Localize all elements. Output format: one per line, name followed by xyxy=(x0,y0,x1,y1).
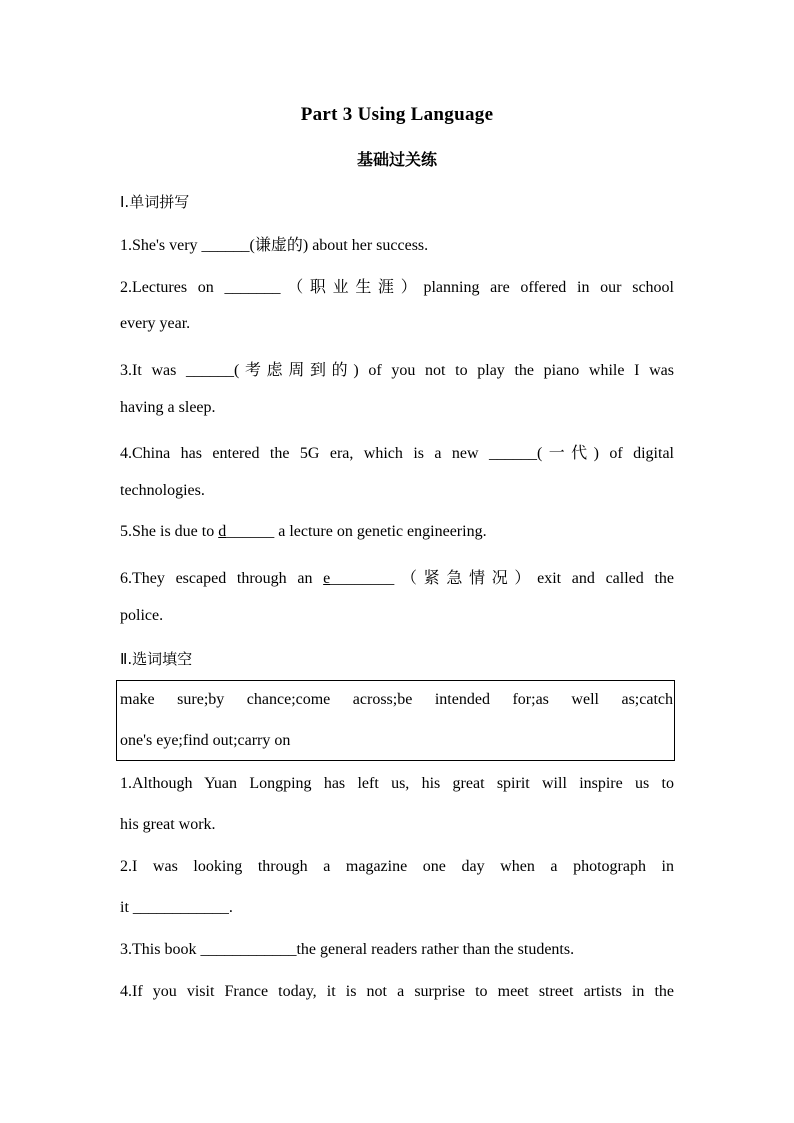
page-title: Part 3 Using Language xyxy=(300,104,494,125)
word-bank-line-2: one's eye;find out;carry on xyxy=(120,732,291,749)
section-2-heading: Ⅱ.选词填空 xyxy=(120,650,193,668)
exercise-2-2: 2.I was looking through a magazine one day when a photograph in xyxy=(120,858,674,875)
exercise-1-6: 6.They escaped through an e________（紧急情况）exit and called the xyxy=(120,570,674,587)
exercise-2-4: 4.If you visit France today, it is not a surprise to meet street artists in the xyxy=(120,983,674,1000)
exercise-1-6-cont: police. xyxy=(120,607,164,624)
exercise-1-2-cont: every year. xyxy=(120,315,191,332)
exercise-1-4: 4.China has entered the 5G era, which is a new ______(一代) of digital xyxy=(120,445,674,462)
exercise-1-4-cont: technologies. xyxy=(120,482,205,499)
exercise-1-5: 5.She is due to d______ a lecture on genetic engineering. xyxy=(120,523,487,540)
word-bank-box xyxy=(116,680,675,761)
exercise-2-1: 1.Although Yuan Longping has left us, his great spirit will inspire us to xyxy=(120,775,674,792)
exercise-2-2-cont: it ____________. xyxy=(120,899,233,916)
exercise-1-3: 3.It was ______(考虑周到的) of you not to play the piano while I was xyxy=(120,362,674,379)
exercise-1-1: 1.She's very ______(谦虚的) about her success. xyxy=(120,237,429,254)
page-subtitle: 基础过关练 xyxy=(356,150,437,169)
word-bank-line-1: make sure;by chance;come across;be intended for;as well as;catch xyxy=(120,691,673,708)
exercise-1-2: 2.Lectures on _______（职业生涯）planning are offered in our school xyxy=(120,279,674,296)
section-1-heading: Ⅰ.单词拼写 xyxy=(120,193,190,211)
exercise-1-3-cont: having a sleep. xyxy=(120,399,216,416)
exercise-2-3: 3.This book ____________the general readers rather than the students. xyxy=(120,941,575,958)
exercise-2-1-cont: his great work. xyxy=(120,816,216,833)
